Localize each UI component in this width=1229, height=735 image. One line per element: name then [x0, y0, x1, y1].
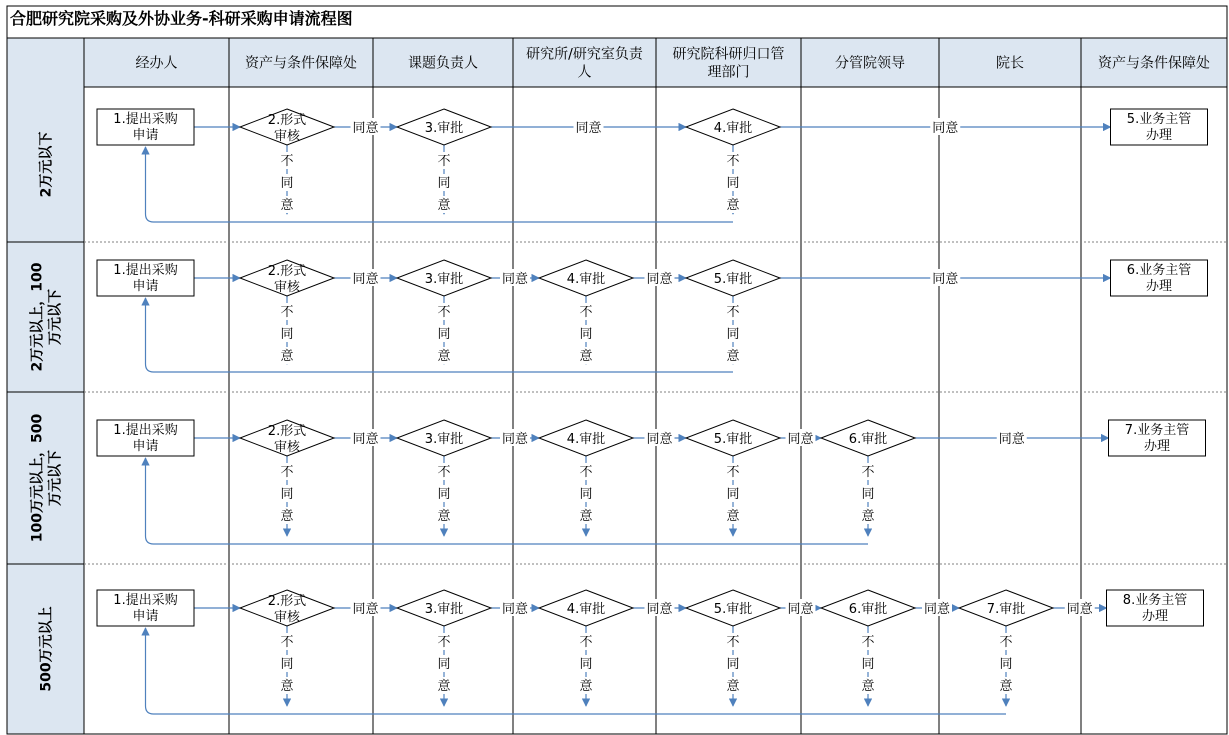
row-label-text: 万元以下 [47, 450, 64, 506]
column-header: 资产与条件保障处 [245, 55, 357, 72]
disagree-label: 意 [726, 198, 740, 213]
disagree-label: 同 [437, 176, 451, 191]
agree-label: 同意 [787, 432, 814, 447]
review-diamond-text: 审核 [273, 440, 301, 455]
review-diamond-text: 3.审批 [424, 272, 464, 287]
disagree-label: 意 [861, 679, 875, 694]
agree-label: 同意 [575, 121, 602, 136]
disagree-label: 意 [861, 509, 875, 524]
review-diamond-text: 7.审批 [986, 602, 1026, 617]
disagree-label: 不 [280, 154, 294, 169]
disagree-label: 不 [726, 465, 740, 480]
start-node-text: 1.提出采购 [113, 423, 178, 438]
disagree-label: 不 [726, 154, 740, 169]
agree-label: 同意 [1066, 602, 1093, 617]
disagree-label: 同 [861, 657, 875, 672]
disagree-label: 意 [726, 349, 740, 364]
end-node-text: 7.业务主管 [1124, 423, 1190, 438]
agree-label: 同意 [787, 602, 814, 617]
disagree-label: 不 [280, 305, 294, 320]
row-label-text: 500万元以上 [38, 606, 55, 692]
review-diamond-text: 审核 [273, 280, 301, 295]
agree-label: 同意 [501, 432, 529, 447]
disagree-label: 意 [437, 198, 451, 213]
review-diamond-text: 6.审批 [848, 432, 888, 447]
agree-label: 同意 [923, 602, 951, 617]
disagree-label: 意 [726, 679, 740, 694]
disagree-label: 同 [280, 487, 294, 502]
disagree-label: 意 [437, 349, 451, 364]
end-node-text: 办理 [1141, 609, 1169, 624]
disagree-label: 同 [437, 487, 451, 502]
agree-label: 同意 [352, 121, 379, 136]
disagree-label: 意 [280, 349, 294, 364]
review-diamond-text: 2.形式 [267, 264, 307, 279]
review-diamond-text: 3.审批 [424, 602, 464, 617]
review-diamond-text: 审核 [273, 129, 301, 144]
end-node-text: 8.业务主管 [1122, 593, 1188, 608]
start-node-text: 申请 [132, 439, 159, 454]
review-diamond-text: 4.审批 [566, 602, 606, 617]
disagree-label: 意 [280, 198, 294, 213]
review-diamond-text: 2.形式 [267, 113, 307, 128]
review-diamond-text: 4.审批 [566, 272, 606, 287]
disagree-label: 意 [579, 509, 593, 524]
agree-label: 同意 [932, 121, 959, 136]
agree-label: 同意 [352, 432, 379, 447]
agree-label: 同意 [646, 432, 673, 447]
end-node-text: 办理 [1145, 279, 1173, 294]
agree-label: 同意 [352, 272, 379, 287]
disagree-label: 同 [999, 657, 1013, 672]
row-label-text: 2万元以下 [38, 131, 55, 198]
review-diamond-text: 4.审批 [713, 121, 753, 136]
review-diamond-text: 3.审批 [424, 432, 464, 447]
start-node-text: 1.提出采购 [113, 263, 178, 278]
disagree-label: 不 [999, 635, 1013, 650]
disagree-label: 不 [861, 465, 875, 480]
review-diamond-text: 2.形式 [267, 424, 307, 439]
disagree-label: 意 [280, 509, 294, 524]
disagree-label: 同 [280, 327, 294, 342]
disagree-label: 同 [726, 327, 740, 342]
disagree-label: 不 [437, 635, 451, 650]
disagree-label: 不 [437, 465, 451, 480]
start-node-text: 申请 [132, 609, 159, 624]
review-diamond-text: 5.审批 [713, 272, 753, 287]
disagree-label: 意 [579, 679, 593, 694]
disagree-label: 不 [280, 465, 294, 480]
disagree-label: 同 [437, 327, 451, 342]
disagree-label: 同 [579, 487, 593, 502]
disagree-label: 不 [726, 305, 740, 320]
review-diamond-text: 6.审批 [848, 602, 888, 617]
disagree-label: 同 [280, 657, 294, 672]
disagree-label: 同 [726, 176, 740, 191]
column-header: 理部门 [707, 64, 750, 81]
disagree-label: 不 [579, 305, 593, 320]
column-header: 研究院科研归口管 [672, 46, 785, 63]
disagree-label: 不 [579, 465, 593, 480]
disagree-label: 同 [280, 176, 294, 191]
disagree-label: 同 [726, 657, 740, 672]
review-diamond-text: 3.审批 [424, 121, 464, 136]
agree-label: 同意 [501, 602, 529, 617]
agree-label: 同意 [352, 602, 379, 617]
end-node-text: 6.业务主管 [1126, 263, 1192, 278]
return-loop-arrow [146, 458, 869, 544]
disagree-label: 不 [280, 635, 294, 650]
end-node-text: 5.业务主管 [1126, 112, 1192, 127]
start-node-text: 1.提出采购 [113, 593, 178, 608]
disagree-label: 同 [579, 657, 593, 672]
agree-label: 同意 [998, 432, 1025, 447]
agree-label: 同意 [932, 272, 959, 287]
disagree-label: 不 [726, 635, 740, 650]
start-node-text: 申请 [132, 128, 159, 143]
column-header: 经办人 [135, 55, 178, 72]
disagree-label: 同 [579, 327, 593, 342]
row-label-text: 万元以下 [47, 289, 64, 345]
start-node-text: 申请 [132, 279, 159, 294]
disagree-label: 同 [861, 487, 875, 502]
column-header: 研究所/研究室负责 [526, 46, 643, 63]
disagree-label: 意 [999, 679, 1013, 694]
disagree-label: 意 [437, 679, 451, 694]
agree-label: 同意 [646, 602, 673, 617]
disagree-label: 意 [579, 349, 593, 364]
end-node-text: 办理 [1145, 128, 1173, 143]
agree-label: 同意 [646, 272, 673, 287]
agree-label: 同意 [501, 272, 529, 287]
start-node-text: 1.提出采购 [113, 112, 178, 127]
row-label [39, 132, 55, 198]
row-label-text: 100万元以上，500 [29, 413, 46, 543]
disagree-label: 同 [437, 657, 451, 672]
page-title: 合肥研究院采购及外协业务-科研采购申请流程图 [10, 9, 353, 28]
column-header: 资产与条件保障处 [1098, 55, 1210, 72]
disagree-label: 不 [579, 635, 593, 650]
column-header: 人 [577, 64, 592, 81]
review-diamond-text: 5.审批 [713, 602, 753, 617]
disagree-label: 意 [726, 509, 740, 524]
review-diamond-text: 4.审批 [566, 432, 606, 447]
review-diamond-text: 2.形式 [267, 594, 307, 609]
column-header: 院长 [996, 55, 1024, 72]
disagree-label: 不 [861, 635, 875, 650]
review-diamond-text: 5.审批 [713, 432, 753, 447]
disagree-label: 不 [437, 305, 451, 320]
end-node-text: 办理 [1143, 439, 1171, 454]
column-header: 分管院领导 [835, 55, 905, 72]
row-label-text: 2万元以上，100 [29, 262, 46, 372]
row-label [39, 606, 55, 691]
review-diamond-text: 审核 [273, 610, 301, 625]
disagree-label: 同 [726, 487, 740, 502]
column-header: 课题负责人 [408, 55, 478, 72]
disagree-label: 意 [437, 509, 451, 524]
disagree-label: 意 [280, 679, 294, 694]
disagree-label: 不 [437, 154, 451, 169]
